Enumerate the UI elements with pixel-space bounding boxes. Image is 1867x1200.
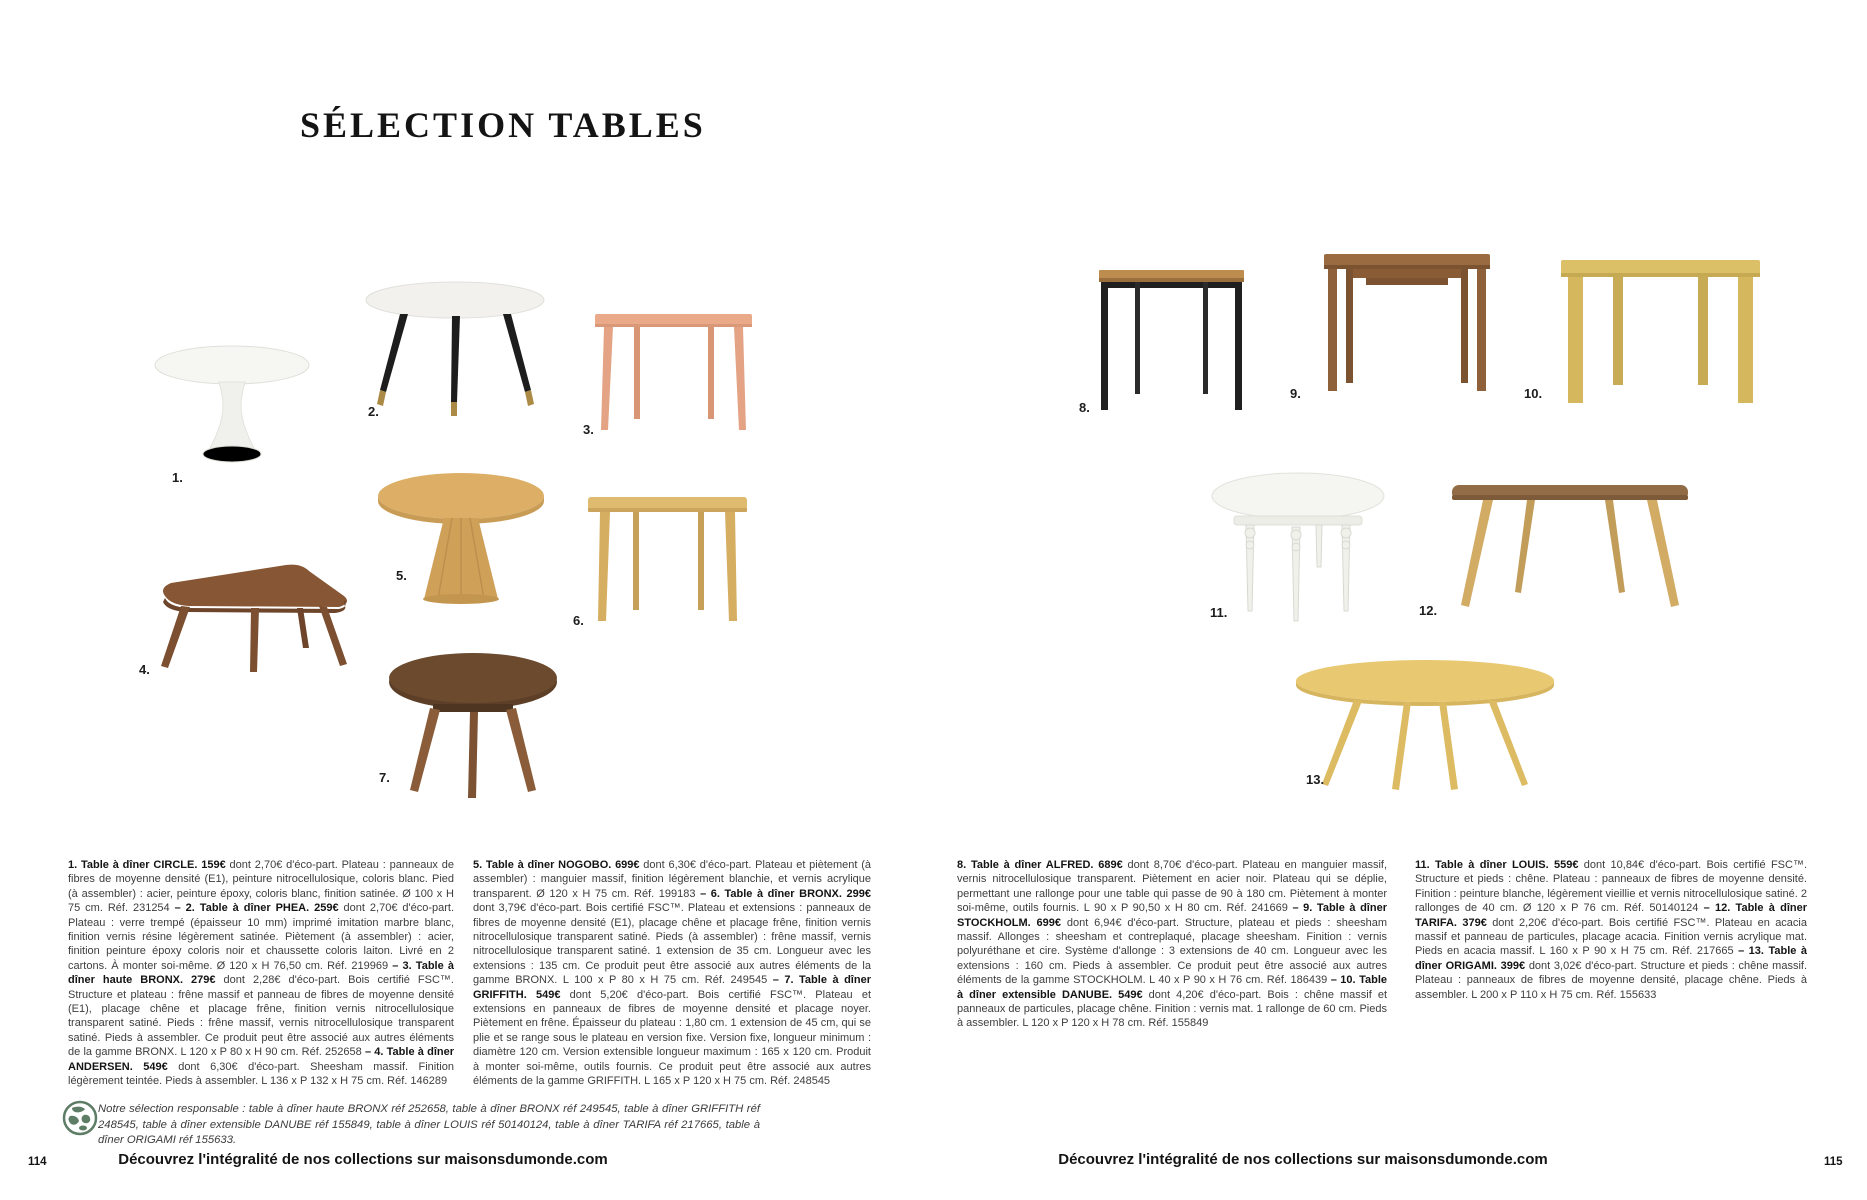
product-photo-circle	[151, 344, 314, 484]
product-photo-bronx	[586, 489, 749, 628]
product-photo-alfred	[1093, 260, 1250, 417]
product-callout-12: 12.	[1419, 603, 1438, 618]
table-stockholm-image	[1316, 248, 1498, 399]
table-phea-image	[362, 280, 549, 423]
description-column-4: 11. Table à dîner LOUIS. 559€ dont 10,84€ d'éco-part. Bois certifié FSC™. Structure et pieds : chêne. Plateau : panneaux de fibres de moyenne densité. Finition : peinture blanche, légèrement vieillie et vernis nitrocellulosique satiné. 2 rallonges de 40 cm. Ø 120 x P 76 cm. Réf. 50140124 – 12. Table à dîner TARIFA. 379€ dont 2,20€ d'éco-part. Bois certifié FSC™. Plateau en acacia massif et panneau de particules, placage acacia. Finition vernis acrylique mat. Pieds en acacia massif. L 160 x P 90 x H 75 cm. Réf. 217665 – 13. Table à dîner ORIGAMI. 399€ dont 3,02€ d'éco-part. Structure et pieds : chêne massif. Plateau : panneaux de fibres de moyenne densité, placage chêne. Pieds à assembler. L 200 x P 110 x H 75 cm. Réf. 155633	[1415, 859, 1807, 1001]
table-louis-image	[1208, 471, 1389, 628]
product-photo-danube	[1558, 248, 1763, 411]
page-number-left: 114	[28, 1156, 47, 1168]
product-photo-phea	[362, 280, 549, 423]
globe-icon	[62, 1100, 98, 1136]
footer-tagline-left: Découvrez l'intégralité de nos collections sur maisonsdumonde.com	[118, 1151, 608, 1168]
product-callout-2: 2.	[368, 404, 379, 419]
product-callout-8: 8.	[1079, 400, 1090, 415]
product-photo-origami	[1292, 658, 1558, 797]
product-photo-griffith	[386, 652, 561, 803]
footer-tagline-right: Découvrez l'intégralité de nos collections sur maisonsdumonde.com	[1058, 1151, 1548, 1168]
table-alfred-image	[1093, 260, 1250, 417]
product-callout-3: 3.	[583, 422, 594, 437]
table-circle-image	[151, 344, 314, 484]
product-photo-andersen	[151, 562, 356, 676]
product-callout-6: 6.	[573, 613, 584, 628]
product-photo-louis	[1208, 471, 1389, 628]
product-callout-9: 9.	[1290, 386, 1301, 401]
description-column-3: 8. Table à dîner ALFRED. 689€ dont 8,70€ d'éco-part. Plateau en manguier massif, vernis nitrocellulosique transparent. Piètement en acier noir. Plateau qui se déplie, permettant une rallonge pour une table qui passe de 90 à 180 cm. Piètement à monter soi-même, outils fournis. L 90 x P 90,50 x H 80 cm. Réf. 241669 – 9. Table à dîner STOCKHOLM. 699€ dont 6,94€ d'éco-part. Structure, plateau et pieds : sheesham massif. Allonges : sheesham et contreplaqué, placage sheesham. Finition : vernis polyuréthane et cire. Système d'allonge : 3 extensions de 40 cm. Longueur avec les extensions : 160 cm. Pieds à assembler. Ce produit peut être associé aux autres éléments de la gamme STOCKHOLM. L 40 x P 90 x H 76 cm. Réf. 186439 – 10. Table à dîner extensible DANUBE. 549€ dont 4,20€ d'éco-part. Bois : chêne massif et panneaux de particules, placage chêne. Finition : vernis mat. 1 rallonge de 60 cm. Pieds à assembler. L 120 x P 120 x H 78 cm. Réf. 155849	[957, 859, 1388, 1030]
product-photo-nogobo	[374, 471, 549, 610]
table-bronx-haute-image	[592, 308, 755, 435]
responsible-selection-note: Notre sélection responsable : table à dîner haute BRONX réf 252658, table à dîner BRONX réf 249545, table à dîner GRIFFITH réf 248545, table à dîner extensible DANUBE réf 155849, table à dîner LOUIS réf 50140124, table à dîner TARIFA réf 217665, table à dîner ORIGAMI réf 155633.	[98, 1103, 760, 1146]
product-callout-13: 13.	[1306, 772, 1325, 787]
product-callout-1: 1.	[172, 470, 183, 485]
table-origami-image	[1292, 658, 1558, 797]
description-column-2: 5. Table à dîner NOGOBO. 699€ dont 6,30€ d'éco-part. Plateau et piètement (à assembler) : manguier massif, finition légèrement blanchie, et vernis acrylique transparent. Ø 120 x H 75 cm. Réf. 199183 – 6. Table à dîner BRONX. 299€ dont 3,79€ d'éco-part. Bois certifié FSC™. Plateau et extensions : panneaux de fibres de moyenne densité (E1), placage chêne et placage frêne, finition vernis nitrocellulosique transparent satiné. Pieds (à assembler) : frêne massif, vernis nitrocellulosique transparent satiné. 1 extension de 35 cm. Longueur avec les extensions : 135 cm. Ce produit peut être associé aux autres éléments de la gamme BRONX. L 100 x P 80 x H 75 cm. Réf. 249545 – 7. Table à dîner GRIFFITH. 549€ dont 5,20€ d'éco-part. Bois certifié FSC™. Plateau et extensions en panneaux de fibres de moyenne densité et placage noyer. Piètement en frêne. Épaisseur du plateau : 1,80 cm. 1 extension de 45 cm, qui se plie et se range sous le plateau en version fixe. Version fixe, longueur minimum : diamètre 120 cm. Version extensible longueur maximum : 165 x 120 cm. Produit à monter soi-même, outils fournis. Ce produit peut être associé aux autres éléments de la gamme GRIFFITH. L 165 x P 120 x H 75 cm. Réf. 248545	[473, 859, 871, 1088]
table-nogobo-image	[374, 471, 549, 610]
product-callout-11: 11.	[1210, 605, 1228, 620]
product-callout-4: 4.	[139, 662, 150, 677]
product-callout-7: 7.	[379, 770, 390, 785]
product-photo-tarifa	[1449, 477, 1691, 616]
product-callout-5: 5.	[396, 568, 407, 583]
product-photo-bronx-haute	[592, 308, 755, 435]
page-title: SÉLECTION TABLES	[300, 105, 706, 145]
table-tarifa-image	[1449, 477, 1691, 616]
table-danube-image	[1558, 248, 1763, 411]
description-column-1: 1. Table à dîner CIRCLE. 159€ dont 2,70€ d'éco-part. Plateau : panneaux de fibres de moyenne densité (E1), peinture nitrocellulosique, coloris blanc. Pied (à assembler) : acier, peinture époxy, coloris blanc, finition satinée. Ø 100 x H 75 cm. Réf. 231254 – 2. Table à dîner PHEA. 259€ dont 2,70€ d'éco-part. Plateau : verre trempé (épaisseur 10 mm) imprimé imitation marbre blanc, finition vernis résine légèrement satinée. Piètement (à assembler) : acier, finition peinture époxy coloris noir et chaussette coloris laiton. Livré en 2 cartons. À monter soi-même. Ø 120 x H 76,50 cm. Réf. 219969 – 3. Table à dîner haute BRONX. 279€ dont 2,28€ d'éco-part. Bois certifié FSC™. Structure et plateau : frêne massif et panneau de fibres de moyenne densité (E1), placage chêne et placage frêne, finition vernis nitrocellulosique transparent satiné. Pieds : frêne massif, vernis nitrocellulosique transparent satiné. Pieds à assembler. Ce produit peut être associé aux autres éléments de la gamme BRONX. L 120 x P 80 x H 90 cm. Réf. 252658 – 4. Table à dîner ANDERSEN. 549€ dont 6,30€ d'éco-part. Sheesham massif. Finition légèrement teintée. Pieds à assembler. L 136 x P 132 x H 75 cm. Réf. 146289	[68, 859, 455, 1088]
table-bronx-image	[586, 489, 749, 628]
table-andersen-image	[151, 562, 356, 676]
page-number-right: 115	[1824, 1156, 1843, 1168]
product-callout-10: 10.	[1524, 386, 1543, 401]
product-photo-stockholm	[1316, 248, 1498, 399]
table-griffith-image	[386, 652, 561, 803]
